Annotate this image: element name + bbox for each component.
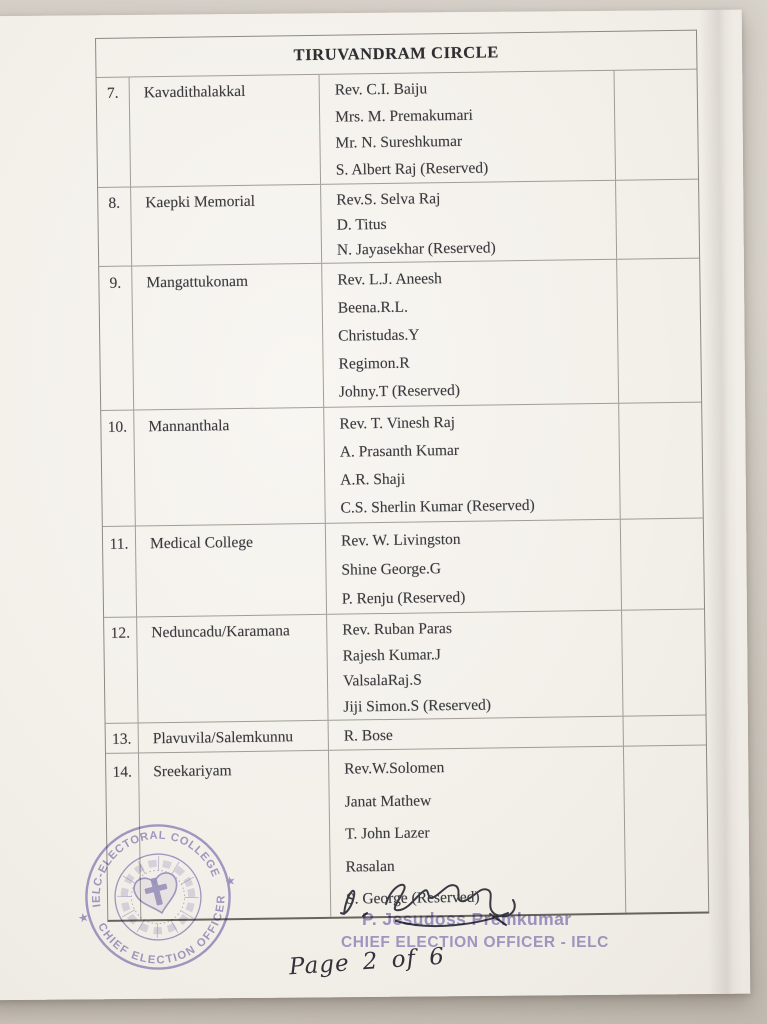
- row-members-cell: [324, 404, 621, 523]
- row-empty-cell: [616, 180, 699, 259]
- member-name: Rev. Ruban Paras: [342, 620, 453, 639]
- table-title: TIRUVANDRAM CIRCLE: [96, 31, 696, 78]
- handwritten-page-note: Page 2 of 6: [288, 943, 446, 981]
- row-place-cell: Plavuvila/Salemkunnu: [139, 721, 329, 753]
- row-number-cell: 11.: [103, 526, 137, 616]
- member-name: Jiji Simon.S (Reserved): [343, 696, 492, 716]
- member-name: S. Albert Raj (Reserved): [335, 159, 489, 179]
- row-place-cell: Mannanthala: [134, 408, 326, 526]
- member-name: A. Prasanth Kumar: [339, 441, 460, 461]
- row-members-cell: [320, 71, 616, 184]
- row-empty-cell: [617, 259, 701, 403]
- member-name: ValsalaRaj.S: [342, 671, 422, 690]
- rows-container: [97, 70, 709, 920]
- row-members-cell: [322, 260, 619, 407]
- member-name: Rev. T. Vinesh Raj: [339, 414, 456, 433]
- table-row: [97, 70, 698, 187]
- row-place-cell: Mangattukonam: [132, 264, 324, 410]
- table-row: [98, 179, 699, 266]
- member-name: Mrs. M. Premakumari: [335, 106, 473, 126]
- member-name: Rev.W.Solomen: [344, 759, 445, 778]
- luther-rose-emblem: [110, 849, 206, 945]
- row-number-cell: 8.: [98, 188, 132, 266]
- member-name: D. Titus: [336, 215, 387, 234]
- row-place-cell: Neduncadu/Karamana: [137, 615, 328, 723]
- star-icon: ★: [76, 909, 91, 926]
- member-name: S. George (Reserved): [345, 888, 480, 908]
- row-members-cell: [326, 520, 622, 614]
- member-name: Janat Mathew: [344, 791, 432, 811]
- member-name: Rev. L.J. Aneesh: [337, 270, 442, 289]
- officer-title-stamp: CHIEF ELECTION OFFICER - IELC: [341, 934, 609, 951]
- row-number-cell: 10.: [101, 410, 136, 525]
- member-name: P. Renju (Reserved): [341, 588, 466, 608]
- member-name: C.S. Sherlin Kumar (Reserved): [340, 496, 535, 517]
- row-members-cell: [329, 717, 624, 750]
- seal-arc-top-text: IELC-ELECTORAL COLLEGE: [90, 829, 222, 908]
- row-number-cell: 12.: [104, 617, 138, 722]
- row-members-cell: [327, 611, 623, 720]
- star-icon: ★: [223, 873, 238, 890]
- member-name: Mr. N. Sureshkumar: [335, 132, 463, 152]
- row-members-cell: [321, 181, 617, 263]
- row-empty-cell: [624, 746, 708, 913]
- member-name: Shine George.G: [341, 560, 442, 579]
- member-name: Rev.S. Selva Raj: [336, 190, 441, 209]
- circle-table: [95, 30, 709, 922]
- table-row: [101, 402, 703, 526]
- member-name: Regimon.R: [338, 354, 410, 373]
- row-place-cell: Kaepki Memorial: [131, 185, 322, 266]
- member-name: Rajesh Kumar.J: [342, 645, 441, 665]
- member-name: Rasalan: [345, 857, 395, 876]
- row-number-cell: 9.: [99, 267, 134, 410]
- member-name: N. Jayasekhar (Reserved): [336, 239, 496, 259]
- row-number-cell: 7.: [97, 78, 132, 187]
- seal-arc-bottom-text: CHIEF ELECTION OFFICER: [95, 893, 228, 967]
- row-place-cell: Sreekariyam: [139, 751, 331, 919]
- table-row: [99, 258, 701, 410]
- row-empty-cell: [624, 716, 706, 746]
- row-number-cell: 14.: [106, 753, 141, 919]
- row-empty-cell: [615, 70, 699, 180]
- table-row: [103, 518, 704, 617]
- member-name: T. John Lazer: [345, 824, 430, 843]
- table-row: [104, 609, 705, 723]
- member-name: Christudas.Y: [338, 326, 420, 345]
- member-name: Beena.R.L.: [337, 298, 409, 317]
- member-name: Johny.T (Reserved): [338, 381, 461, 401]
- row-place-cell: Kavadithalakkal: [130, 75, 322, 187]
- officer-name-stamp: P. Jesudoss Premkumar: [362, 909, 572, 929]
- row-empty-cell: [619, 403, 703, 519]
- member-name: R. Bose: [343, 726, 393, 745]
- row-place-cell: Medical College: [136, 524, 327, 617]
- row-number-cell: 13.: [106, 723, 139, 752]
- member-name: Rev. W. Livingston: [340, 530, 461, 550]
- member-name: Rev. C.I. Baiju: [334, 80, 428, 99]
- row-empty-cell: [621, 519, 704, 610]
- member-name: A.R. Shaji: [340, 470, 406, 489]
- row-empty-cell: [622, 610, 705, 716]
